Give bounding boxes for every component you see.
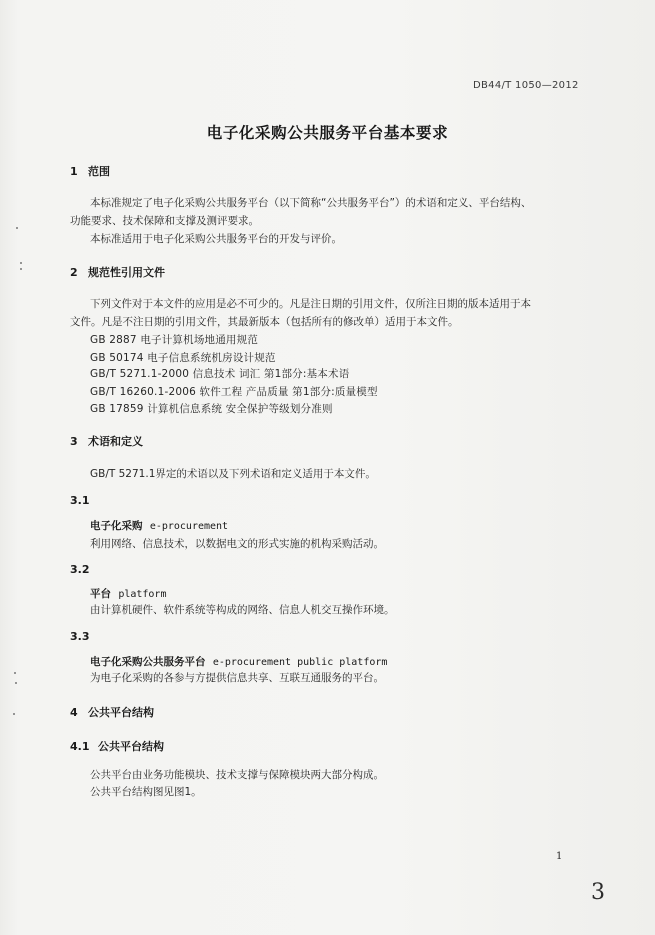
scan-speck [13,713,15,715]
scan-speck [16,227,18,229]
subsection-number: 4.1 [70,740,90,753]
term-definition: 利用网络、信息技术，以数据电文的形式实施的机构采购活动。 [90,538,384,550]
scan-speck [14,672,16,674]
paragraph-line: 公共平台结构图见图1。 [90,786,202,798]
reference-item: GB 50174 电子信息系统机房设计规范 [90,352,276,364]
subsection-4-1-heading [70,738,164,754]
term-english: platform [118,589,167,600]
term-chinese: 平台 [90,588,111,600]
section-4-heading [70,704,154,720]
standard-number: DB44/T 1050—2012 [473,80,579,91]
scan-speck [20,268,22,270]
section-number: 2 [70,266,78,279]
paragraph-line: 本标准适用于电子化采购公共服务平台的开发与评价。 [90,233,342,245]
term-english: e-procurement public platform [212,657,388,668]
term-heading [90,654,387,669]
paragraph-line: 下列文件对于本文件的应用是必不可少的。凡是注日期的引用文件，仅所注日期的版本适用于本 [90,298,531,310]
paragraph-line: 文件。凡是不注日期的引用文件，其最新版本（包括所有的修改单）适用于本文件。 [70,316,459,328]
section-title: 规范性引用文件 [88,266,165,279]
paragraph-line: 公共平台由业务功能模块、技术支撑与保障模块两大部分构成。 [90,769,384,781]
reference-item: GB/T 5271.1-2000 信息技术 词汇 第1部分:基本术语 [90,368,350,380]
term-number: 3.1 [70,494,90,507]
section-number: 3 [70,435,78,448]
term-chinese: 电子化采购公共服务平台 [90,656,206,668]
page-number: 1 [556,851,563,862]
term-english: e-procurement [149,521,229,532]
term-heading [90,586,166,601]
paragraph-line: 本标准规定了电子化采购公共服务平台（以下简称“公共服务平台”）的术语和定义、平台结构、 [90,197,532,209]
section-title: 公共平台结构 [88,706,154,719]
term-number: 3.2 [70,563,90,576]
scan-speck [20,262,22,264]
reference-item: GB/T 16260.1-2006 软件工程 产品质量 第1部分:质量模型 [90,386,378,398]
subsection-title: 公共平台结构 [98,740,164,753]
section-3-heading [70,433,143,449]
term-heading [90,518,228,533]
reference-item: GB 17859 计算机信息系统 安全保护等级划分准则 [90,403,333,415]
section-title: 范围 [88,165,110,178]
term-number: 3.3 [70,630,90,643]
section-number: 1 [70,165,78,178]
section-number: 4 [70,706,78,719]
section-title: 术语和定义 [88,435,143,448]
section-1-heading [70,163,110,179]
scan-speck [15,682,17,684]
section-2-heading [70,264,165,280]
paragraph-line: GB/T 5271.1界定的术语以及下列术语和定义适用于本文件。 [90,468,376,480]
term-definition: 为电子化采购的各参与方提供信息共享、互联互通服务的平台。 [90,672,384,684]
paragraph-line: 功能要求、技术保障和支撑及测评要求。 [70,215,259,227]
reference-item: GB 2887 电子计算机场地通用规范 [90,334,259,346]
sheet-number: 3 [591,880,605,905]
document-title: 电子化采购公共服务平台基本要求 [206,124,449,142]
term-definition: 由计算机硬件、软件系统等构成的网络、信息人机交互操作环境。 [90,604,395,616]
term-chinese: 电子化采购 [90,520,143,532]
